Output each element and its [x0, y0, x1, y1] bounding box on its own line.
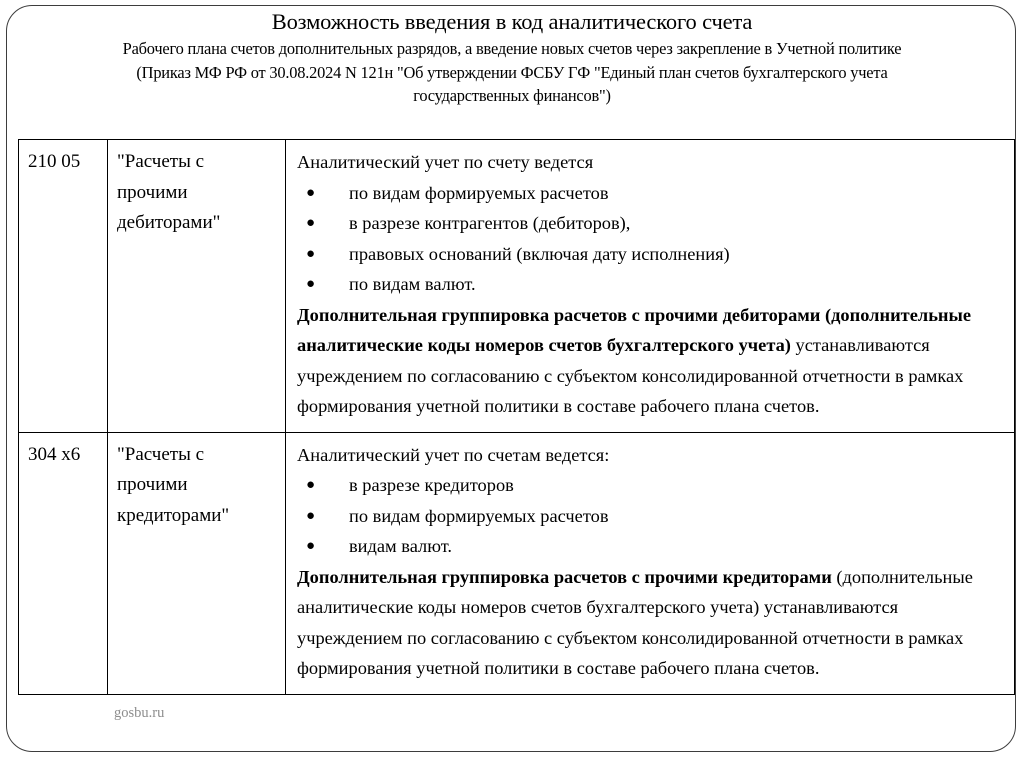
list-item — [297, 531, 1005, 562]
table-row — [19, 140, 1015, 433]
account-name-cell: "Расчеты с прочими дебиторами" — [108, 140, 286, 433]
account-description-cell — [286, 432, 1015, 694]
list-item-label: в разрезе кредиторов — [349, 475, 514, 495]
subtitle-line-3: государственных финансов") — [413, 86, 611, 105]
description-paragraph-bold: Дополнительная группировка расчетов с прочими дебиторами (дополнительные аналитические коды номеров счетов бухгалтерского учета) — [297, 304, 972, 355]
description-paragraph — [297, 562, 1005, 684]
list-item — [297, 470, 1005, 501]
bullet-dot-icon: ● — [306, 507, 316, 524]
description-bullet-list — [297, 470, 1005, 562]
bullet-dot-icon: ● — [306, 477, 316, 493]
account-code-cell: 304 х6 — [19, 432, 108, 694]
list-item-label: по видам формируемых расчетов — [349, 505, 609, 526]
list-item-label: в разрезе контрагентов (дебиторов), — [349, 213, 631, 233]
description-bullet-list — [297, 178, 1005, 300]
description-paragraph — [297, 300, 1005, 422]
bullet-dot-icon: ● — [306, 276, 316, 292]
bullet-dot-icon: ● — [306, 538, 316, 554]
list-item-label: правовых оснований (включая дату исполнения) — [349, 243, 730, 264]
account-code-cell: 210 05 — [19, 140, 108, 433]
table-row — [19, 432, 1015, 694]
bullet-dot-icon: ● — [306, 245, 316, 262]
accounts-table — [18, 139, 1015, 695]
list-item-label: видам валют. — [349, 536, 452, 556]
account-description-cell — [286, 140, 1015, 433]
list-item — [297, 269, 1005, 300]
list-item — [297, 178, 1005, 209]
subtitle-line-1: Рабочего плана счетов дополнительных разрядов, а введение новых счетов через закрепление в Учетной политике — [122, 39, 902, 58]
watermark: gosbu.ru — [114, 705, 165, 721]
list-item-label: по видам валют. — [349, 274, 476, 294]
list-item — [297, 239, 1005, 270]
description-paragraph-rest: устанавливаются учреждением по согласованию с субъектом консолидированной отчетности в рамках формирования учетной политики в составе рабочего плана счетов. — [297, 335, 964, 416]
list-item-label: по видам формируемых расчетов — [349, 182, 609, 203]
page-title: Возможность введения в код аналитического счета — [271, 9, 753, 34]
list-item — [297, 208, 1005, 239]
header-block — [24, 8, 1000, 108]
description-lead: Аналитический учет по счету ведется — [297, 152, 594, 172]
bullet-dot-icon: ● — [306, 215, 316, 231]
description-paragraph-bold: Дополнительная группировка расчетов с прочими кредиторами — [297, 566, 832, 587]
account-name-cell: "Расчеты с прочими кредиторами" — [108, 432, 286, 694]
description-lead: Аналитический учет по счетам ведется: — [297, 444, 610, 465]
list-item — [297, 501, 1005, 532]
subtitle-line-2: (Приказ МФ РФ от 30.08.2024 N 121н "Об утверждении ФСБУ ГФ "Единый план счетов бухгалтерского учета — [136, 62, 888, 82]
bullet-dot-icon: ● — [306, 184, 316, 201]
description-paragraph-rest: (дополнительные аналитические коды номеров счетов бухгалтерского учета) устанавливаются учреждением по согласованию с субъектом консолидированной отчетности в рамках формирования учетной политики в составе рабочего плана счетов. — [297, 566, 973, 678]
